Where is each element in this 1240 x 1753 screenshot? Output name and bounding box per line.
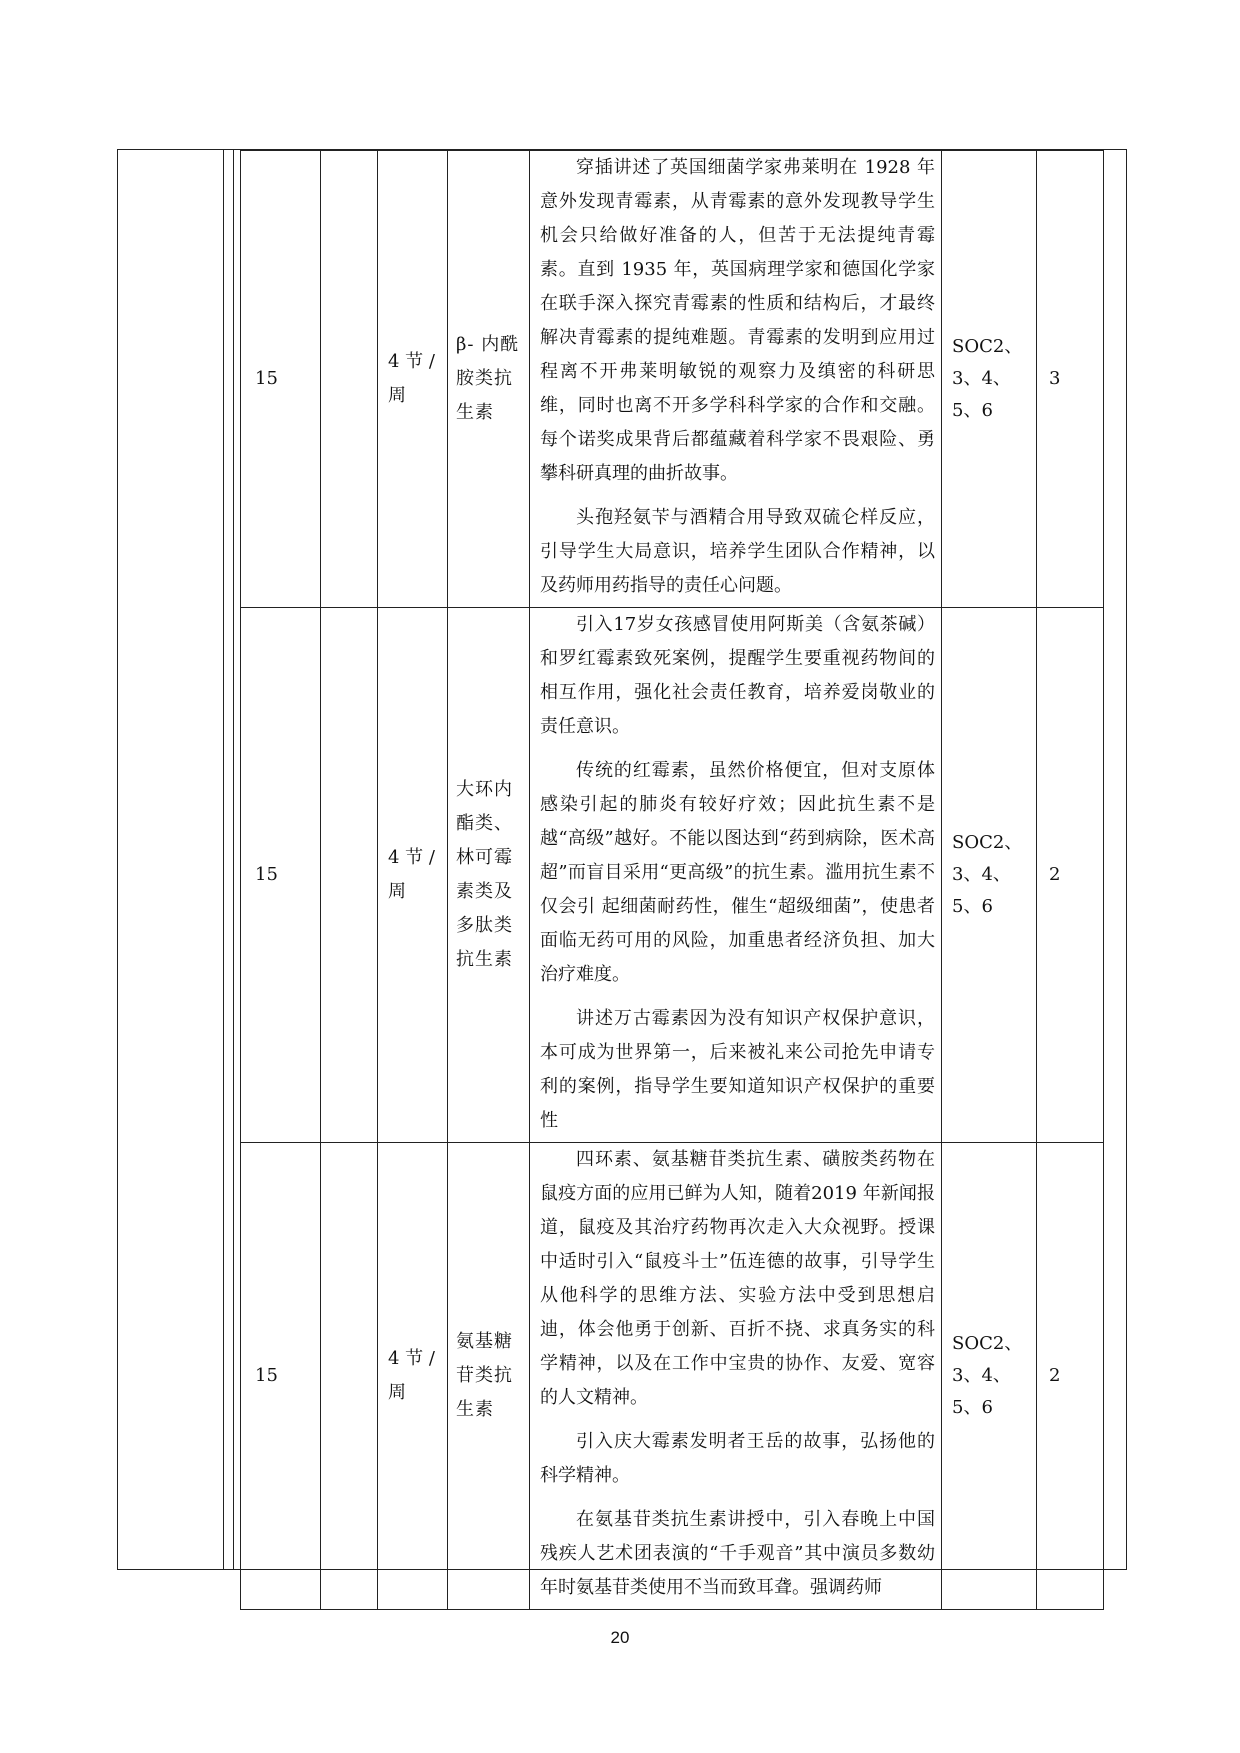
score-cell: 2 bbox=[1037, 1143, 1104, 1610]
page-number: 20 bbox=[610, 1628, 630, 1647]
hours-cell: 4 节 / 周 bbox=[378, 1143, 448, 1610]
topic-cell: 大环内酯类、林可霉素类及多肽类抗生素 bbox=[448, 608, 530, 1143]
column-divider bbox=[223, 149, 224, 1570]
empty-cell bbox=[321, 151, 378, 608]
content-cell bbox=[530, 608, 942, 1143]
hours-cell: 4 节 / 周 bbox=[378, 151, 448, 608]
content-paragraph: 头孢羟氨苄与酒精合用导致双硫仑样反应，引导学生大局意识，培养学生团队合作精神，以及药师用药指导的责任心问题。 bbox=[540, 507, 935, 596]
empty-cell bbox=[321, 608, 378, 1143]
class-count-cell: 15 bbox=[241, 608, 321, 1143]
score-cell: 3 bbox=[1037, 151, 1104, 608]
soc-cell: SOC2、3、4、5、6 bbox=[942, 1143, 1037, 1610]
column-divider bbox=[233, 149, 234, 1570]
soc-cell: SOC2、3、4、5、6 bbox=[942, 151, 1037, 608]
class-count-cell: 15 bbox=[241, 1143, 321, 1610]
content-cell bbox=[530, 151, 942, 608]
table-row bbox=[241, 151, 1104, 608]
content-paragraph: 在氨基苷类抗生素讲授中，引入春晚上中国残疾人艺术团表演的“千手观音”其中演员多数幼年时氨基苷类使用不当而致耳聋。强调药师 bbox=[540, 1509, 935, 1598]
class-count-cell: 15 bbox=[241, 151, 321, 608]
content-paragraph: 讲述万古霉素因为没有知识产权保护意识，本可成为世界第一，后来被礼来公司抢先申请专利的案例，指导学生要知道知识产权保护的重要性 bbox=[540, 1008, 935, 1131]
table-row bbox=[241, 608, 1104, 1143]
empty-cell bbox=[321, 1143, 378, 1610]
table-row bbox=[241, 1143, 1104, 1610]
topic-cell: 氨基糖苷类抗生素 bbox=[448, 1143, 530, 1610]
content-paragraph: 传统的红霉素，虽然价格便宜，但对支原体感染引起的肺炎有较好疗效；因此抗生素不是越“高级”越好。不能以图达到“药到病除，医术高 超”而盲目采用“更高级”的抗生素。滥用抗生素不仅会引 起细菌耐药性，催生“超级细菌”，使患者面临无药可用的风险，加重患者经济负担、加大治疗难度。 bbox=[540, 760, 935, 985]
content-cell bbox=[530, 1143, 942, 1610]
content-paragraph: 四环素、氨基糖苷类抗生素、磺胺类药物在鼠疫方面的应用已鲜为人知，随着2019 年新闻报道，鼠疫及其治疗药物再次走入大众视野。授课中适时引入“鼠疫斗士”伍连德的故事，引导学生从他科学的思维方法、实验方法中受到思想启迪，体会他勇于创新、百折不挠、求真务实的科学精神，以及在工作中宝贵的协作、友爱、宽容的人文精神。 bbox=[540, 1149, 935, 1408]
hours-cell: 4 节 / 周 bbox=[378, 608, 448, 1143]
topic-cell: β- 内酰胺类抗生素 bbox=[448, 151, 530, 608]
content-paragraph: 穿插讲述了英国细菌学家弗莱明在 1928 年意外发现青霉素，从青霉素的意外发现教导学生机会只给做好准备的人，但苦于无法提纯青霉素。直到 1935 年，英国病理学家和德国化学家在联手深入探究青霉素的性质和结构后，才最终解决青霉素的提纯难题。青霉素的发明到应用过程离不开弗莱明敏锐的观察力及缜密的科研思维，同时也离不开多学科科学家的合作和交融。每个诺奖成果背后都蕴藏着科学家不畏艰险、勇攀科研真理的曲折故事。 bbox=[540, 157, 935, 484]
score-cell: 2 bbox=[1037, 608, 1104, 1143]
content-paragraph: 引入庆大霉素发明者王岳的故事，弘扬他的科学精神。 bbox=[540, 1431, 935, 1486]
soc-cell: SOC2、3、4、5、6 bbox=[942, 608, 1037, 1143]
content-paragraph: 引入17岁女孩感冒使用阿斯美（含氨茶碱）和罗红霉素致死案例，提醒学生要重视药物间的相互作用，强化社会责任教育，培养爱岗敬业的责任意识。 bbox=[540, 614, 935, 737]
course-table bbox=[240, 150, 1104, 1610]
